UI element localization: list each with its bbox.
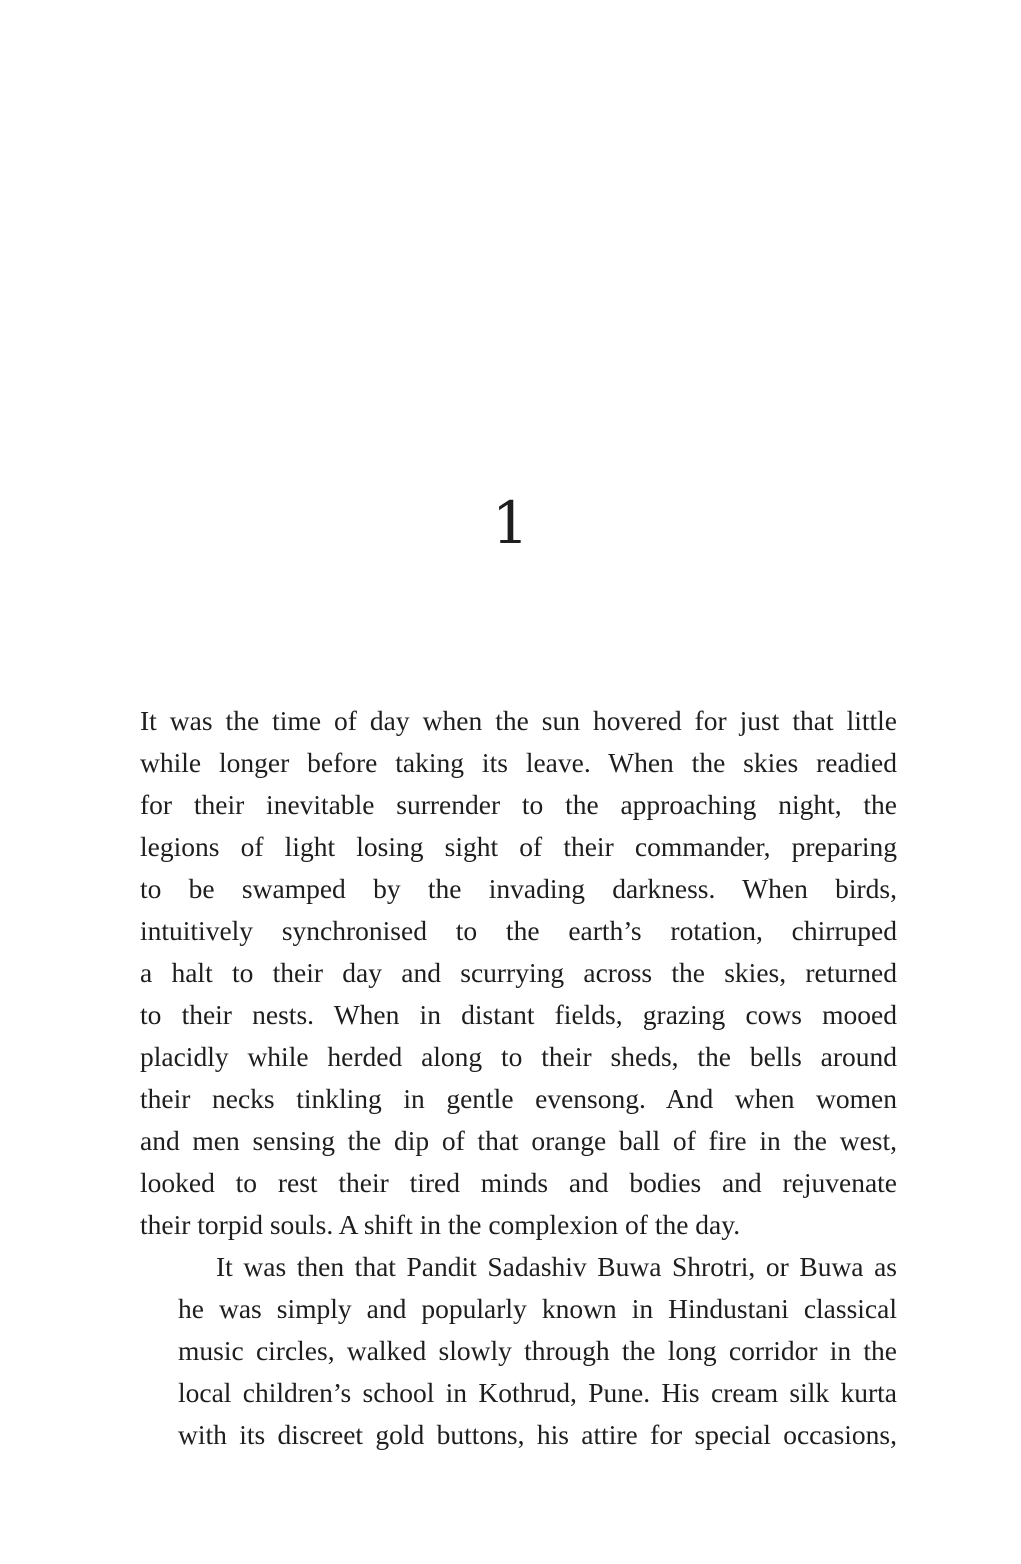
text-line: their torpid souls. A shift in the complexion of the day. (140, 1209, 741, 1240)
text-line: he was simply and popularly known in Hindustani classical (178, 1293, 897, 1324)
text-line: placidly while herded along to their sheds, the bells around (140, 1041, 897, 1072)
text-line: to be swamped by the invading darkness. When birds, (140, 873, 897, 904)
paragraph-1 (140, 700, 897, 1246)
text-line: with its discreet gold buttons, his attire for special occasions, (178, 1419, 897, 1450)
chapter-number: 1 (492, 489, 529, 557)
text-line: a halt to their day and scurrying across the skies, returned (140, 957, 897, 988)
text-line: legions of light losing sight of their commander, preparing (140, 831, 897, 862)
text-line: music circles, walked slowly through the long corridor in the (178, 1335, 897, 1366)
text-line: to their nests. When in distant fields, grazing cows mooed (140, 999, 897, 1030)
text-line: while longer before taking its leave. When the skies readied (140, 747, 897, 778)
text-line: It was the time of day when the sun hovered for just that little (140, 705, 897, 736)
chapter-body (140, 700, 897, 1456)
text-line: and men sensing the dip of that orange ball of fire in the west, (140, 1125, 897, 1156)
text-line: local children’s school in Kothrud, Pune. His cream silk kurta (178, 1377, 897, 1408)
text-line: intuitively synchronised to the earth’s rotation, chirruped (140, 915, 897, 946)
paragraph-2 (140, 1246, 897, 1456)
text-line: looked to rest their tired minds and bodies and rejuvenate (140, 1167, 897, 1198)
text-line: It was then that Pandit Sadashiv Buwa Shrotri, or Buwa as (216, 1251, 897, 1282)
text-line: for their inevitable surrender to the approaching night, the (140, 789, 897, 820)
text-line: their necks tinkling in gentle evensong. And when women (140, 1083, 897, 1114)
